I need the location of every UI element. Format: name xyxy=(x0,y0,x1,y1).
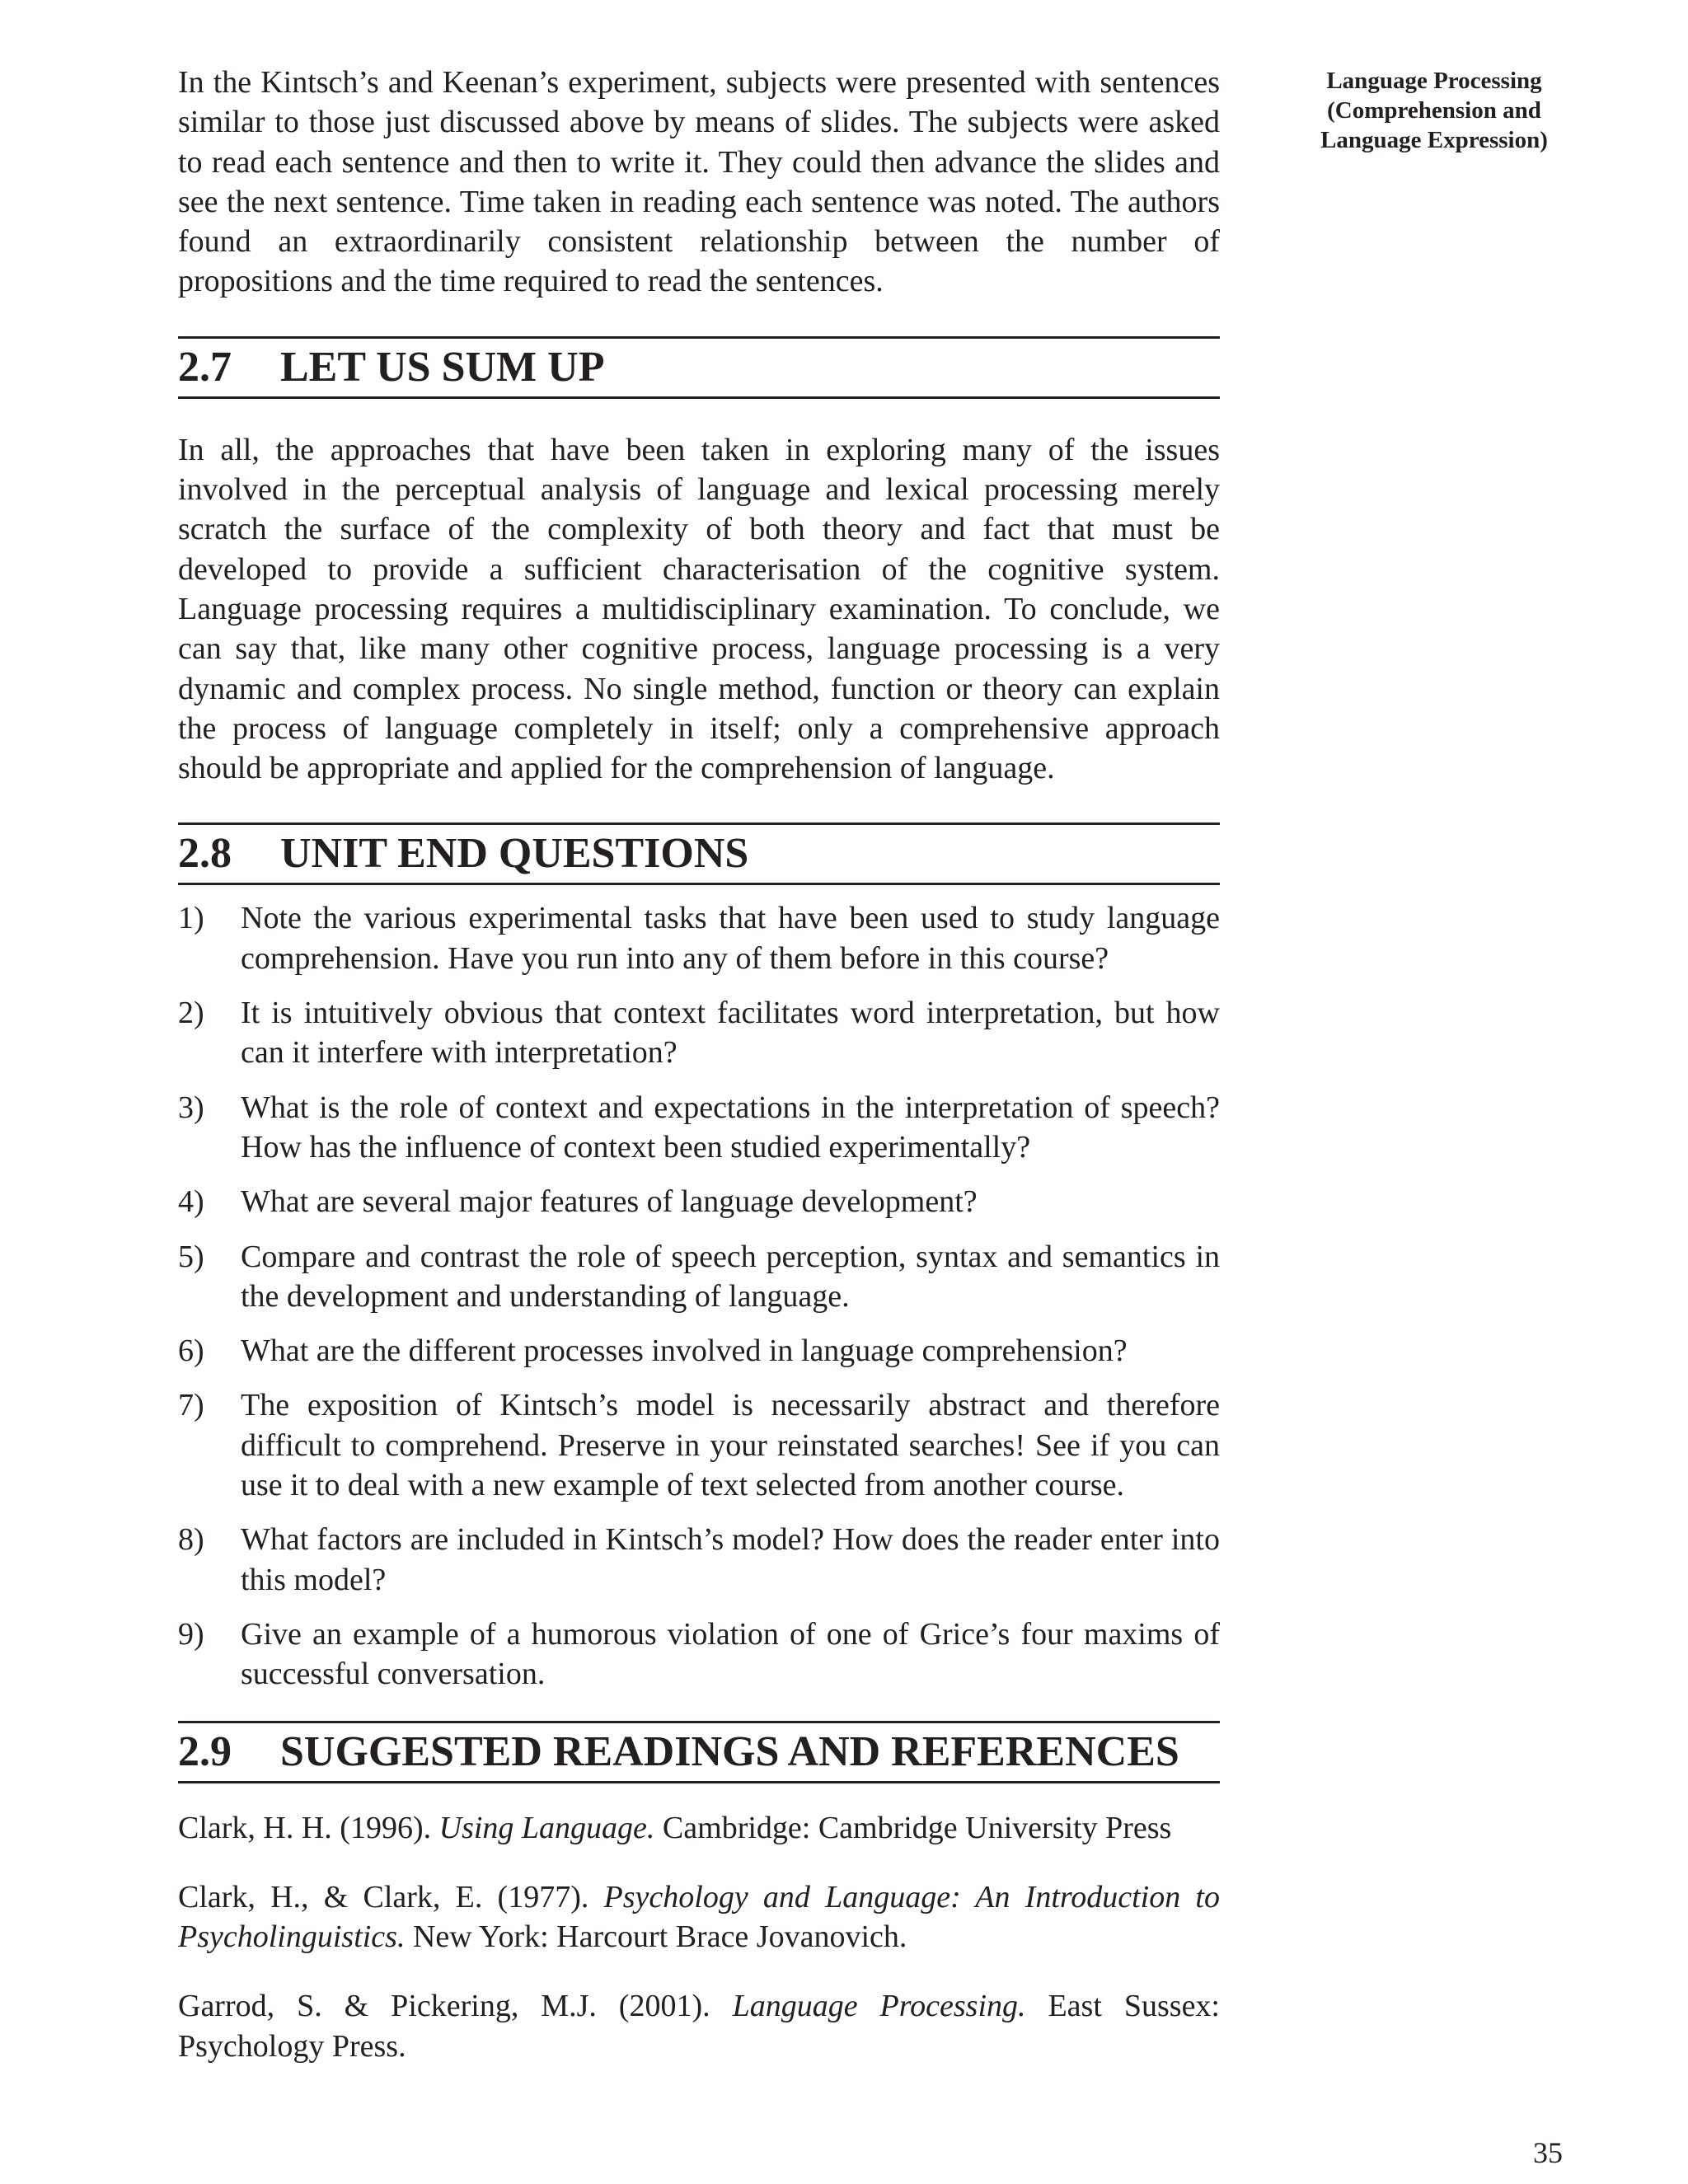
question-number: 7) xyxy=(178,1388,204,1423)
section-number: 2.7 xyxy=(178,343,232,391)
question-text: What are the different processes involved in language comprehension? xyxy=(241,1333,1128,1369)
reference-authors: Clark, H. H. (1996). xyxy=(178,1810,439,1845)
reference-publisher: New York: Harcourt Brace Jovanovich. xyxy=(405,1919,907,1955)
question-item xyxy=(178,898,1220,978)
question-text: It is intuitively obvious that context facilitates word interpretation, but how can it interfere with interpretation? xyxy=(241,996,1220,1071)
question-item xyxy=(178,1331,1220,1371)
page-body xyxy=(178,63,1220,2096)
question-item xyxy=(178,1385,1220,1505)
question-number: 6) xyxy=(178,1333,204,1369)
question-list xyxy=(178,898,1220,1694)
question-item xyxy=(178,1237,1220,1317)
question-number: 1) xyxy=(178,901,204,936)
section-number: 2.8 xyxy=(178,830,232,878)
reference-publisher: East Sussex: Psychology Press. xyxy=(178,1989,1220,2064)
reference-list xyxy=(178,1808,1220,2066)
question-text: What factors are included in Kintsch’s model? How does the reader enter into this model? xyxy=(241,1522,1220,1597)
question-item xyxy=(178,1088,1220,1168)
question-number: 8) xyxy=(178,1522,204,1558)
running-header xyxy=(1302,66,1566,155)
reference-title: Using Language. xyxy=(438,1810,655,1845)
question-text: Note the various experimental tasks that have been used to study language comprehension. Have you run into any of them before in this course? xyxy=(241,901,1220,976)
running-header-line: (Comprehension and xyxy=(1327,97,1541,124)
question-number: 5) xyxy=(178,1239,204,1274)
question-number: 4) xyxy=(178,1184,204,1220)
section-heading-2-9 xyxy=(178,1721,1220,1783)
question-number: 2) xyxy=(178,996,204,1031)
question-text: What are several major features of language development? xyxy=(241,1184,978,1220)
section-heading-2-8 xyxy=(178,823,1220,885)
question-number: 3) xyxy=(178,1090,204,1125)
running-header-line: Language Expression) xyxy=(1320,127,1548,153)
reference-item xyxy=(178,1986,1220,2066)
section-heading-2-7 xyxy=(178,336,1220,399)
reference-item xyxy=(178,1808,1220,1848)
question-text: What is the role of context and expectations in the interpretation of speech? How has the influence of context been studied experimentally? xyxy=(241,1090,1220,1165)
section-number: 2.9 xyxy=(178,1727,232,1775)
reference-authors: Clark, H., & Clark, E. (1977). xyxy=(178,1879,604,1915)
reference-item xyxy=(178,1877,1220,1957)
question-item xyxy=(178,1615,1220,1694)
summary-paragraph: In all, the approaches that have been taken in exploring many of the issues involved in the perceptual analysis of language and lexical processing merely scratch the surface of the complexity of both theory and fact that must be developed to provide a sufficient characterisation of the cognitive system. Language processing requires a multidisciplinary examination. To conclude, we can say that, like many other cognitive process, language processing is a very dynamic and complex process. No single method, function or theory can explain the process of language completely in itself; only a comprehensive approach should be appropriate and applied for the comprehension of language. xyxy=(178,432,1220,786)
question-text: Compare and contrast the role of speech perception, syntax and semantics in the development and understanding of language. xyxy=(241,1239,1220,1314)
question-item xyxy=(178,1182,1220,1221)
section-title: LET US SUM UP xyxy=(280,343,605,391)
question-item xyxy=(178,1520,1220,1600)
reference-publisher: Cambridge: Cambridge University Press xyxy=(654,1810,1172,1845)
reference-authors: Garrod, S. & Pickering, M.J. (2001). xyxy=(178,1989,733,2024)
section-title: UNIT END QUESTIONS xyxy=(280,830,749,878)
page-number: 35 xyxy=(1533,2136,1563,2169)
question-text: The exposition of Kintsch’s model is necessarily abstract and therefore difficult to comprehend. Preserve in your reinstated searches! See if you can use it to deal with a new example of text selected from another course. xyxy=(241,1388,1220,1503)
running-header-line: Language Processing xyxy=(1326,68,1542,94)
reference-title: Psychology and Language: An Introduction to Psycholinguistics. xyxy=(178,1879,1220,1955)
section-title: SUGGESTED READINGS AND REFERENCES xyxy=(280,1727,1179,1775)
question-item xyxy=(178,993,1220,1073)
reference-title: Language Processing. xyxy=(732,1989,1026,2024)
intro-paragraph: In the Kintsch’s and Keenan’s experiment, subjects were presented with sentences similar to those just discussed above by means of slides. The subjects were asked to read each sentence and then to write it. They could then advance the slides and see the next sentence. Time taken in reading each sentence was noted. The authors found an extraordinarily consistent relationship between the number of propositions and the time required to read the sentences. xyxy=(178,65,1220,299)
question-number: 9) xyxy=(178,1616,204,1652)
question-text: Give an example of a humorous violation of one of Grice’s four maxims of successful conversation. xyxy=(241,1616,1220,1692)
